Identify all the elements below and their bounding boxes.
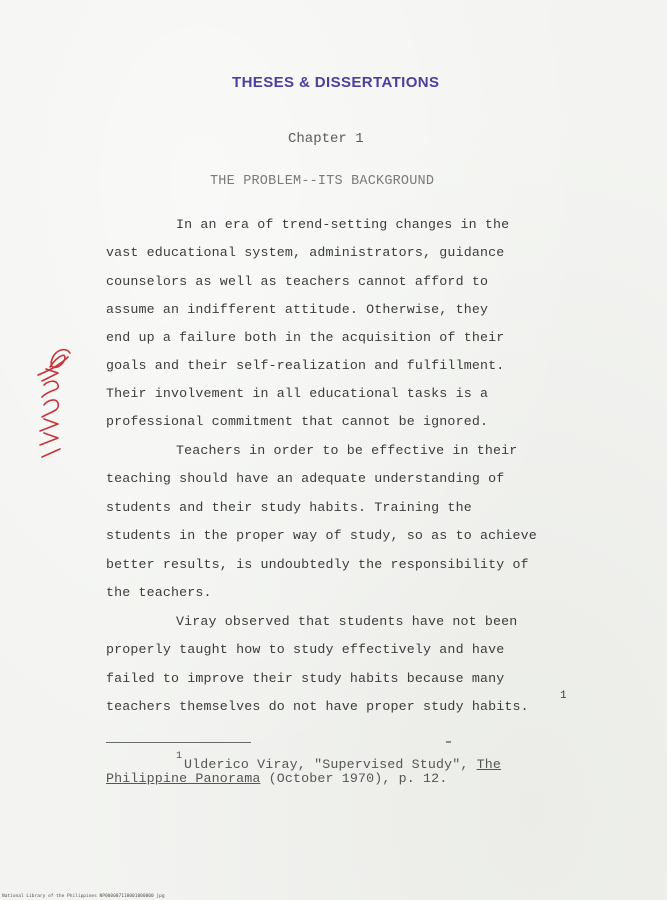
body-line: failed to improve their study habits because many [106,671,505,686]
body-line: counselors as well as teachers cannot afford to [106,274,489,289]
footnote-citation-text: Ulderico Viray, "Supervised Study", [184,757,477,772]
body-line: end up a failure both in the acquisition of their [106,330,505,345]
body-line: teachers themselves do not have proper study habits. [106,699,529,714]
ink-speck [446,741,451,743]
body-line: the teachers. [106,585,212,600]
footnote-publication-part: The [476,757,502,772]
body-line: properly taught how to study effectively and have [106,642,505,657]
body-line: teaching should have an adequate understanding of [106,471,505,486]
body-line: In an era of trend-setting changes in the [176,217,510,232]
footnote-publication-name: Philippine Panorama [106,771,261,786]
body-line: vast educational system, administrators, guidance [106,245,505,260]
body-line: students and their study habits. Training the [106,500,472,515]
body-line: Teachers in order to be effective in their [176,443,518,458]
chapter-heading: Chapter 1 [288,131,364,147]
body-line: students in the proper way of study, so as to achieve [106,528,537,543]
handwritten-accession-note [20,345,80,465]
footnote-line-1 [184,757,501,772]
body-line: Their involvement in all educational tasks is a [106,386,489,401]
body-line: professional commitment that cannot be ignored. [106,414,489,429]
archive-footer: National Library of the Philippines NP000007110001000000 jpg [2,894,165,899]
footnote-line-2 [106,771,447,786]
body-line: Viray observed that students have not been [176,614,518,629]
body-line: assume an indifferent attitude. Otherwise, they [106,302,489,317]
footnote-reference: 1 [560,690,567,702]
body-line: goals and their self-realization and fulfillment. [106,358,505,373]
chapter-title: THE PROBLEM--ITS BACKGROUND [210,174,435,189]
footnote-marker: 1 [176,751,183,762]
body-line: better results, is undoubtedly the responsibility of [106,557,529,572]
footnote-date-page: (October 1970), p. 12. [260,771,448,786]
footnote-separator [106,742,251,743]
theses-dissertations-stamp: THESES & DISSERTATIONS [232,74,440,91]
